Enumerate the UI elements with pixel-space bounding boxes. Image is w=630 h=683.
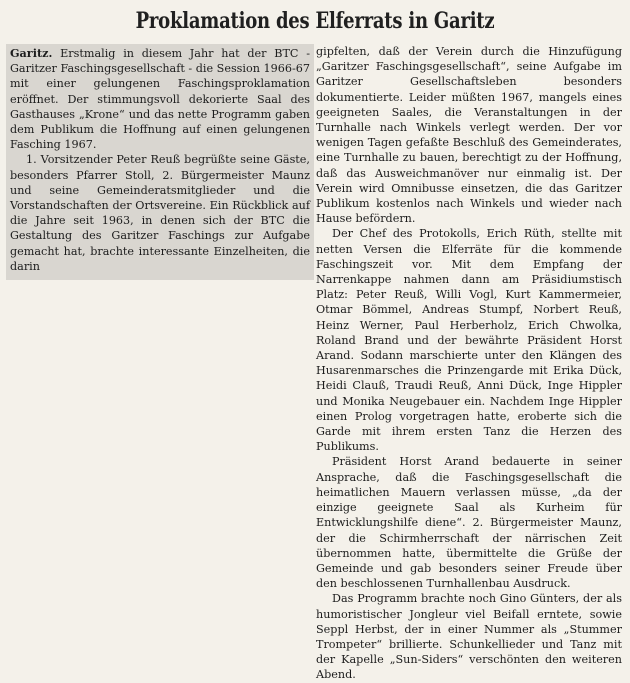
left-column [6,44,314,280]
paragraph-president: Präsident Horst Arand bedauerte in seiner Ansprache, daß die Faschingsgesellschaft die heimatlichen Mauern verlassen müsse, „da der einzige geeignete Saal als Kurheim für Entwicklungshilfe diene“. 2. Bürgermeister Maunz, der die Schirmherrschaft der närrischen Zeit übernommen hatte, übermittelte die Grüße der Gemeinde und gab besonders seiner Freude über den beschlossenen Turnhallenbau Ausdruck. [316,455,622,591]
headline: Proklamation des Elferrats in Garitz [135,8,495,34]
right-column [316,44,622,683]
paragraph-continuation: gipfelten, daß der Verein durch die Hinzufügung „Garitzer Faschingsgesellschaft“, seine Aufgabe im Garitzer Gesellschaftsleben besonders dokumentierte. Leider müßten 1967, mangels eines geeigneten Saales, die Veranstaltungen in der Turnhalle nach Winkels verlegt werden. Der vor wenigen Tagen gefaßte Beschluß des Gemeinderates, eine Turnhalle zu bauen, berechtigt zu der Hoffnung, daß das Ausweichmanöver nur einmalig ist. Der Verein wird Omnibusse einsetzen, die das Garitzer Publikum kostenlos nach Winkels und wieder nach Hause befördern. [316,45,622,226]
paragraph-protocol: Der Chef des Protokolls, Erich Rüth, stellte mit netten Versen die Elferräte für die kommende Faschingszeit vor. Mit dem Empfang der Narrenkappe nahmen dann am Präsidiumstisch Platz: Peter Reuß, Willi Vogl, Kurt Kammermeier, Otmar Bömmel, Andreas Stumpf, Norbert Reuß, Heinz Werner, Paul Herberholz, Erich Chwolka, Roland Brand und der bewährte Präsident Horst Arand. Sodann marschierte unter den Klängen des Husarenmarsches die Prinzengarde mit Erika Dück, Heidi Clauß, Traudi Reuß, Anni Dück, Inge Hippler und Monika Neugebauer ein. Nachdem Inge Hippler einen Prolog vorgetragen hatte, eroberte sich die Garde mit ihrem ersten Tanz die Herzen des Publikums. [316,227,622,454]
lead-paragraph [10,46,310,152]
paragraph-greeting: 1. Vorsitzender Peter Reuß begrüßte seine Gäste, besonders Pfarrer Stoll, 2. Bürgermeister Maunz und seine Gemeinderatsmitglieder und die Vorstandschaften der Ortsvereine. Ein Rückblick auf die Jahre seit 1963, in denen sich der BTC die Gestaltung des Garitzer Faschings zur Aufgabe gemacht hat, brachte interessante Einzelheiten, die darin [10,153,310,273]
dateline: Garitz. [10,46,53,60]
lead-paragraph-text: Erstmalig in diesem Jahr hat der BTC - Garitzer Faschingsgesellschaft - die Session 1966-67 mit einer gelungenen Faschingsproklamation eröffnet. Der stimmungsvoll dekorierte Saal des Gasthauses „Krone“ und das nette Programm gaben dem Publikum die Hoffnung auf einen gelungenen Fasching 1967. [10,47,310,152]
paragraph-program: Das Programm brachte noch Gino Günters, der als humoristischer Jongleur viel Beifall erntete, sowie Seppl Herbst, der in einer Nummer als „Stummer Trompeter“ brillierte. Schunkellieder und Tanz mit der Kapelle „Sun-Siders“ verschönten den weiteren Abend. [316,592,622,682]
